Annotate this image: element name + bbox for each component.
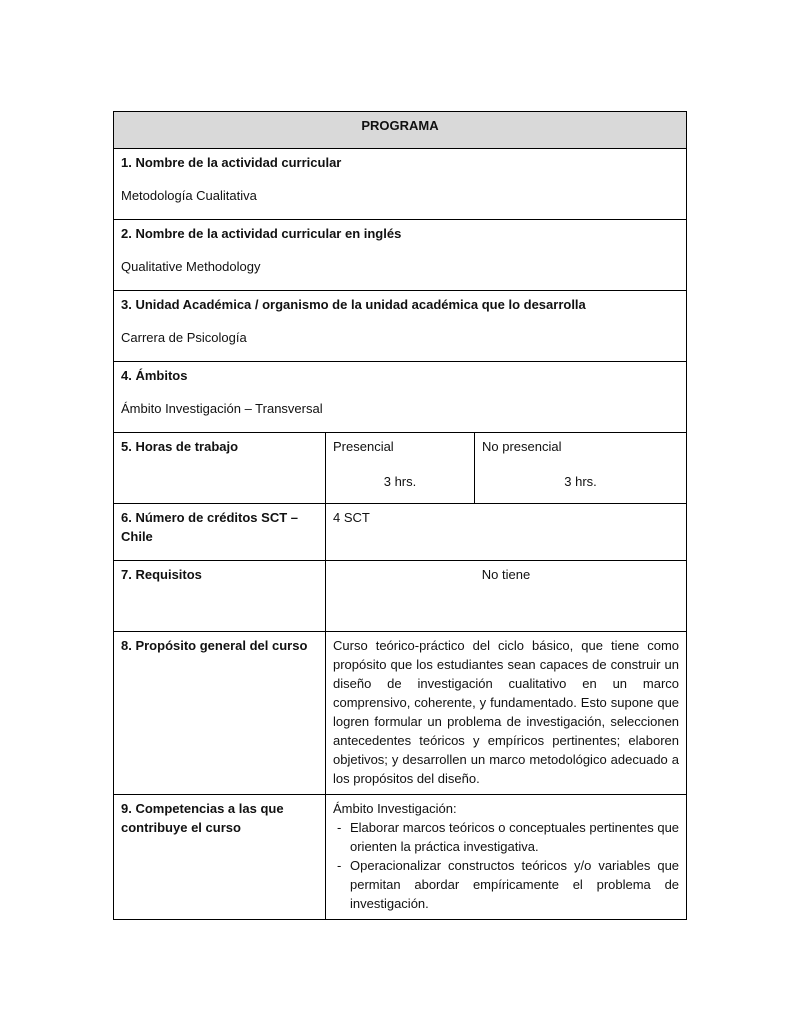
label-horas: 5. Horas de trabajo: [121, 439, 239, 454]
label-unidad: 3. Unidad Académica / organismo de la unidad académica que lo desarrolla: [121, 297, 586, 312]
cell-unidad: [114, 291, 687, 362]
label-ambitos: 4. Ámbitos: [121, 368, 188, 383]
row-competencias: [114, 795, 687, 920]
table-header-row: [114, 112, 687, 149]
no-presencial-value: 3 hrs.: [564, 474, 597, 489]
cell-requisitos-label: [114, 561, 326, 632]
value-requisitos: No tiene: [481, 567, 531, 582]
label-nombre-ingles: 2. Nombre de la actividad curricular en inglés: [121, 226, 402, 241]
cell-presencial: [326, 433, 475, 504]
cell-requisitos-value: [326, 561, 687, 632]
competencias-header: Ámbito Investigación:: [333, 801, 457, 816]
cell-proposito-value: [326, 632, 687, 795]
row-unidad: [114, 291, 687, 362]
cell-proposito-label: [114, 632, 326, 795]
competencias-list: [333, 818, 679, 913]
competencia-text: Elaborar marcos teóricos o conceptuales pertinentes que orienten la práctica investigativa.: [350, 820, 680, 854]
row-requisitos: [114, 561, 687, 632]
bullet-dash: -: [337, 858, 342, 873]
row-creditos: [114, 504, 687, 561]
label-nombre: 1. Nombre de la actividad curricular: [121, 155, 342, 170]
row-nombre-ingles: [114, 220, 687, 291]
label-requisitos: 7. Requisitos: [121, 567, 202, 582]
list-item: [333, 818, 679, 856]
cell-competencias-label: [114, 795, 326, 920]
cell-horas-label: [114, 433, 326, 504]
cell-creditos-value: [326, 504, 687, 561]
value-unidad: Carrera de Psicología: [121, 330, 247, 345]
label-competencias: 9. Competencias a las que contribuye el curso: [121, 801, 284, 835]
list-item: [333, 856, 679, 913]
competencia-text: Operacionalizar constructos teóricos y/o variables que permitan abordar empíricamente el problema de investigación.: [350, 858, 680, 911]
presencial-value: 3 hrs.: [383, 474, 417, 489]
row-ambitos: [114, 362, 687, 433]
no-presencial-label: No presencial: [482, 439, 562, 454]
cell-competencias-value: [326, 795, 687, 920]
cell-creditos-label: [114, 504, 326, 561]
label-proposito: 8. Propósito general del curso: [121, 638, 308, 653]
cell-ambitos: [114, 362, 687, 433]
value-ambitos: Ámbito Investigación – Transversal: [121, 401, 323, 416]
label-creditos: 6. Número de créditos SCT – Chile: [121, 510, 298, 544]
value-nombre: Metodología Cualitativa: [121, 188, 257, 203]
row-proposito: [114, 632, 687, 795]
program-title: PROGRAMA: [114, 112, 687, 149]
cell-nombre: [114, 149, 687, 220]
value-nombre-ingles: Qualitative Methodology: [121, 259, 261, 274]
cell-nombre-ingles: [114, 220, 687, 291]
value-creditos: 4 SCT: [333, 510, 370, 525]
cell-no-presencial: [475, 433, 687, 504]
program-table: [113, 111, 687, 920]
value-proposito: Curso teórico-práctico del ciclo básico, que tiene como propósito que los estudiantes sean capaces de construir un diseño de investigación cualitativo en un marco comprensivo, coherente, y fundamentado. Esto supone que logren formular un problema de investigación, seleccionen antecedentes teóricos y empíricos pertinentes; elaboren objetivos; y desarrollen un marco metodológico adecuado a los propósitos del diseño.: [333, 638, 680, 786]
row-horas: [114, 433, 687, 504]
row-nombre: [114, 149, 687, 220]
bullet-dash: -: [337, 820, 342, 835]
presencial-label: Presencial: [333, 439, 394, 454]
